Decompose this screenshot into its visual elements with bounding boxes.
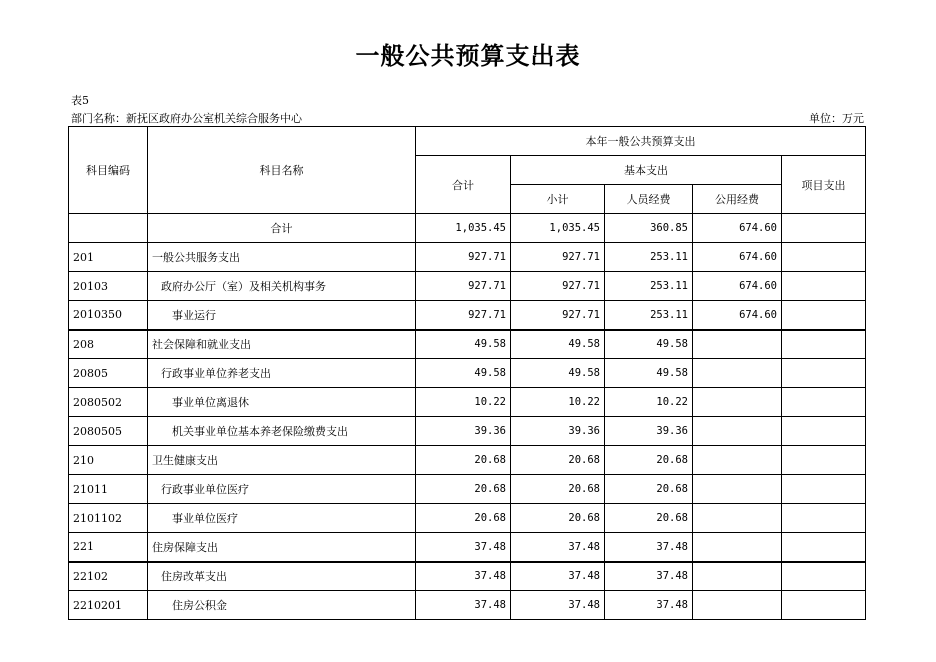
- table-row: [69, 417, 866, 446]
- budget-table: [68, 126, 866, 620]
- row-project-cell: [782, 562, 866, 591]
- row-name-cell: 社会保障和就业支出: [148, 330, 416, 359]
- row-total-cell: 20.68: [416, 475, 511, 504]
- table-row: [69, 591, 866, 620]
- row-project-cell: [782, 475, 866, 504]
- row-total-cell: 927.71: [416, 243, 511, 272]
- department-label: 部门名称：新抚区政府办公室机关综合服务中心: [71, 112, 302, 125]
- header-project: 项目支出: [782, 156, 866, 214]
- total-row: [69, 214, 866, 243]
- row-public-cell: [693, 562, 782, 591]
- row-public-cell: [693, 533, 782, 562]
- row-project-cell: [782, 214, 866, 243]
- row-personnel-cell: 253.11: [605, 301, 693, 330]
- row-total-cell: 39.36: [416, 417, 511, 446]
- row-name-cell: 合计: [148, 214, 416, 243]
- row-project-cell: [782, 446, 866, 475]
- table-row: [69, 243, 866, 272]
- row-personnel-cell: 37.48: [605, 562, 693, 591]
- unit-label: 单位：万元: [809, 112, 864, 125]
- row-personnel-cell: 49.58: [605, 359, 693, 388]
- row-project-cell: [782, 330, 866, 359]
- row-personnel-cell: 10.22: [605, 388, 693, 417]
- page-title: 一般公共预算支出表: [355, 41, 581, 70]
- row-total-cell: 927.71: [416, 301, 511, 330]
- row-name-cell: 机关事业单位基本养老保险缴费支出: [148, 417, 416, 446]
- header-current-year: 本年一般公共预算支出: [416, 127, 866, 156]
- row-total-cell: 49.58: [416, 330, 511, 359]
- row-name-cell: 住房保障支出: [148, 533, 416, 562]
- header-basic: 基本支出: [511, 156, 782, 185]
- row-name-cell: 政府办公厅（室）及相关机构事务: [148, 272, 416, 301]
- table-row: [69, 533, 866, 562]
- row-public-cell: 674.60: [693, 301, 782, 330]
- row-public-cell: [693, 359, 782, 388]
- row-personnel-cell: 20.68: [605, 446, 693, 475]
- row-subtotal-cell: 39.36: [511, 417, 605, 446]
- table-row: [69, 301, 866, 330]
- row-personnel-cell: 20.68: [605, 504, 693, 533]
- table-row: [69, 562, 866, 591]
- row-subtotal-cell: 37.48: [511, 533, 605, 562]
- row-subtotal-cell: 927.71: [511, 272, 605, 301]
- row-total-cell: 20.68: [416, 446, 511, 475]
- row-subtotal-cell: 20.68: [511, 446, 605, 475]
- header-name: 科目名称: [148, 127, 416, 214]
- row-personnel-cell: 253.11: [605, 243, 693, 272]
- row-project-cell: [782, 301, 866, 330]
- row-code-cell: 2210201: [69, 591, 148, 620]
- row-total-cell: 20.68: [416, 504, 511, 533]
- row-name-cell: 一般公共服务支出: [148, 243, 416, 272]
- row-name-cell: 事业单位离退休: [148, 388, 416, 417]
- row-personnel-cell: 360.85: [605, 214, 693, 243]
- row-subtotal-cell: 927.71: [511, 301, 605, 330]
- row-name-cell: 事业运行: [148, 301, 416, 330]
- row-subtotal-cell: 37.48: [511, 562, 605, 591]
- row-public-cell: [693, 475, 782, 504]
- row-subtotal-cell: 49.58: [511, 330, 605, 359]
- row-personnel-cell: 49.58: [605, 330, 693, 359]
- row-total-cell: 49.58: [416, 359, 511, 388]
- table-row: [69, 388, 866, 417]
- row-subtotal-cell: 37.48: [511, 591, 605, 620]
- row-personnel-cell: 20.68: [605, 475, 693, 504]
- row-public-cell: [693, 591, 782, 620]
- header-total: 合计: [416, 156, 511, 214]
- header-public: 公用经费: [693, 185, 782, 214]
- row-project-cell: [782, 359, 866, 388]
- row-subtotal-cell: 49.58: [511, 359, 605, 388]
- row-code-cell: 20805: [69, 359, 148, 388]
- row-name-cell: 行政事业单位养老支出: [148, 359, 416, 388]
- header-code: 科目编码: [69, 127, 148, 214]
- row-personnel-cell: 37.48: [605, 591, 693, 620]
- row-project-cell: [782, 272, 866, 301]
- row-public-cell: [693, 330, 782, 359]
- row-total-cell: 37.48: [416, 562, 511, 591]
- row-code-cell: 210: [69, 446, 148, 475]
- row-code-cell: 21011: [69, 475, 148, 504]
- row-subtotal-cell: 10.22: [511, 388, 605, 417]
- table-row: [69, 272, 866, 301]
- row-total-cell: 10.22: [416, 388, 511, 417]
- row-project-cell: [782, 243, 866, 272]
- row-code-cell: [69, 214, 148, 243]
- row-name-cell: 住房改革支出: [148, 562, 416, 591]
- table-row: [69, 359, 866, 388]
- table-row: [69, 330, 866, 359]
- table-row: [69, 446, 866, 475]
- row-code-cell: 2080502: [69, 388, 148, 417]
- row-name-cell: 住房公积金: [148, 591, 416, 620]
- header-personnel: 人员经费: [605, 185, 693, 214]
- row-name-cell: 行政事业单位医疗: [148, 475, 416, 504]
- row-project-cell: [782, 504, 866, 533]
- row-public-cell: [693, 388, 782, 417]
- row-project-cell: [782, 388, 866, 417]
- row-total-cell: 37.48: [416, 591, 511, 620]
- row-subtotal-cell: 927.71: [511, 243, 605, 272]
- row-personnel-cell: 37.48: [605, 533, 693, 562]
- row-name-cell: 事业单位医疗: [148, 504, 416, 533]
- table-number: 表5: [71, 94, 89, 107]
- row-public-cell: 674.60: [693, 243, 782, 272]
- row-total-cell: 927.71: [416, 272, 511, 301]
- row-code-cell: 201: [69, 243, 148, 272]
- row-total-cell: 37.48: [416, 533, 511, 562]
- row-public-cell: 674.60: [693, 272, 782, 301]
- row-code-cell: 2010350: [69, 301, 148, 330]
- row-subtotal-cell: 20.68: [511, 504, 605, 533]
- row-public-cell: 674.60: [693, 214, 782, 243]
- row-total-cell: 1,035.45: [416, 214, 511, 243]
- row-code-cell: 2080505: [69, 417, 148, 446]
- row-code-cell: 2101102: [69, 504, 148, 533]
- header-subtotal: 小计: [511, 185, 605, 214]
- row-public-cell: [693, 446, 782, 475]
- row-public-cell: [693, 417, 782, 446]
- row-personnel-cell: 39.36: [605, 417, 693, 446]
- row-name-cell: 卫生健康支出: [148, 446, 416, 475]
- row-code-cell: 20103: [69, 272, 148, 301]
- row-code-cell: 221: [69, 533, 148, 562]
- row-project-cell: [782, 533, 866, 562]
- row-code-cell: 22102: [69, 562, 148, 591]
- row-project-cell: [782, 591, 866, 620]
- row-project-cell: [782, 417, 866, 446]
- row-subtotal-cell: 20.68: [511, 475, 605, 504]
- table-row: [69, 504, 866, 533]
- row-code-cell: 208: [69, 330, 148, 359]
- table-row: [69, 475, 866, 504]
- row-personnel-cell: 253.11: [605, 272, 693, 301]
- row-subtotal-cell: 1,035.45: [511, 214, 605, 243]
- row-public-cell: [693, 504, 782, 533]
